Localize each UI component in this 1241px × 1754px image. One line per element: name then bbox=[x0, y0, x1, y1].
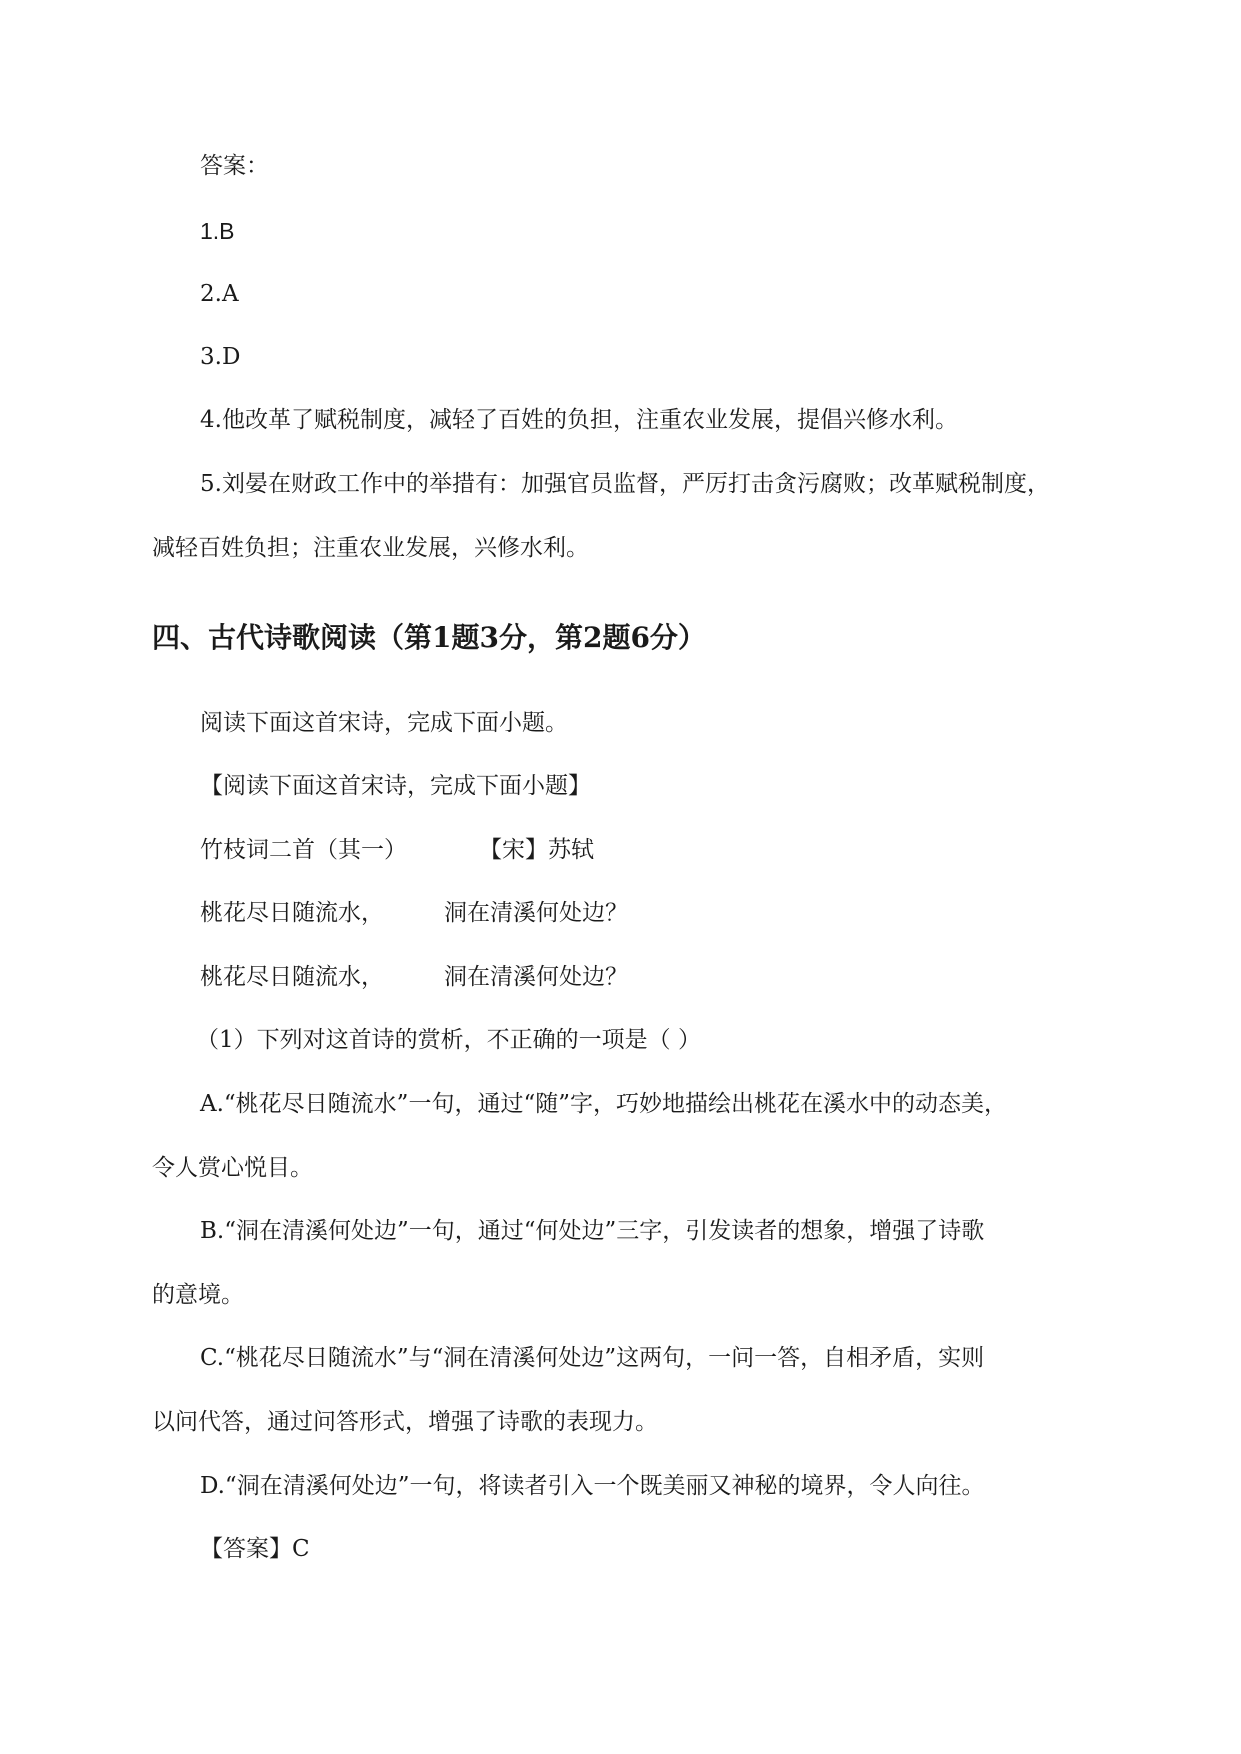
section-instruction: 阅读下面这首宋诗，完成下面小题。 bbox=[200, 710, 568, 736]
option-a-line2: 令人赏心悦目。 bbox=[152, 1155, 313, 1181]
question-1-answer: 【答案】C bbox=[200, 1536, 310, 1562]
poem-line-first-half: 桃花尽日随流水， bbox=[200, 900, 384, 926]
answer-item-5-line1: 5.刘晏在财政工作中的举措有：加强官员监督，严厉打击贪污腐败；改革赋税制度， bbox=[200, 471, 1050, 497]
poem-author: 【宋】苏轼 bbox=[479, 837, 594, 863]
poem-line bbox=[200, 897, 628, 929]
poem-line-first-half: 桃花尽日随流水， bbox=[200, 964, 384, 990]
option-b-line1: B.“洞在清溪何处边”一句，通过“何处边”三字，引发读者的想象，增强了诗歌 bbox=[200, 1218, 985, 1244]
option-a-line1: A.“桃花尽日随流水”一句，通过“随”字，巧妙地描绘出桃花在溪水中的动态美， bbox=[200, 1091, 1007, 1117]
poem-line-second-half: 洞在清溪何处边？ bbox=[444, 964, 628, 990]
poem-title-row bbox=[200, 834, 594, 866]
option-c-line1: C.“桃花尽日随流水”与“洞在清溪何处边”这两句，一问一答，自相矛盾，实则 bbox=[200, 1345, 985, 1371]
poem-line-second-half: 洞在清溪何处边？ bbox=[444, 900, 628, 926]
question-1-stem: （1）下列对这首诗的赏析，不正确的一项是（ ） bbox=[196, 1027, 701, 1053]
section-instruction-bracketed: 【阅读下面这首宋诗，完成下面小题】 bbox=[200, 773, 591, 799]
answer-item-4: 4.他改革了赋税制度，减轻了百姓的负担，注重农业发展，提倡兴修水利。 bbox=[200, 407, 958, 433]
answer-item-5-line2: 减轻百姓负担；注重农业发展，兴修水利。 bbox=[152, 535, 589, 561]
option-c-line2: 以问代答，通过问答形式，增强了诗歌的表现力。 bbox=[152, 1409, 658, 1435]
section-heading: 四、古代诗歌阅读（第1题3分，第2题6分） bbox=[152, 621, 706, 654]
answers-label: 答案： bbox=[200, 153, 269, 179]
option-b-line2: 的意境。 bbox=[152, 1282, 244, 1308]
answer-item-2: 2.A bbox=[200, 281, 239, 307]
poem-line bbox=[200, 961, 628, 993]
answer-item-3: 3.D bbox=[200, 344, 241, 370]
option-d-line1: D.“洞在清溪何处边”一句，将读者引入一个既美丽又神秘的境界，令人向往。 bbox=[200, 1473, 985, 1499]
poem-title: 竹枝词二首（其一） bbox=[200, 837, 407, 863]
answer-item-1: 1.B bbox=[200, 218, 235, 244]
